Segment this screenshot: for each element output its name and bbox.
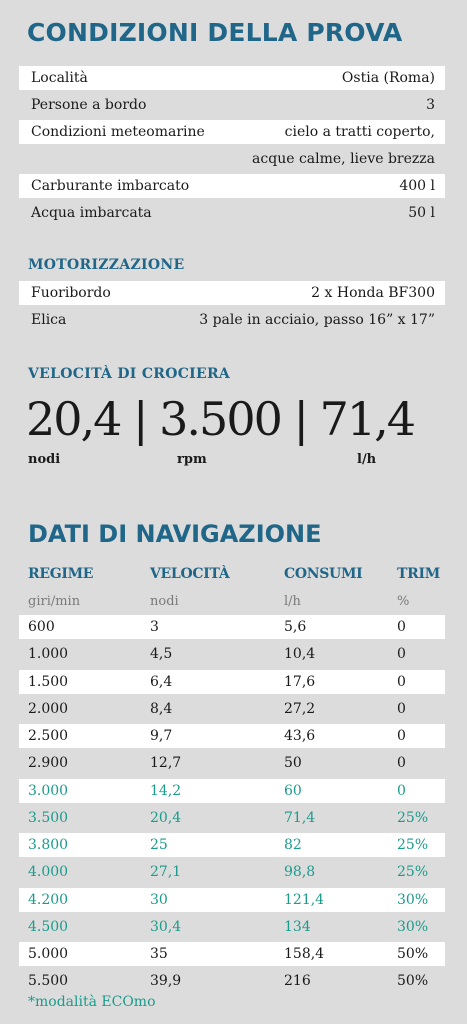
condition-label: Carburante imbarcato <box>31 178 190 194</box>
cruise-unit-speed: nodi <box>28 452 61 467</box>
cell-consumption: 216 <box>284 973 311 989</box>
cell-trim: 0 <box>397 619 406 635</box>
cell-speed: 30 <box>150 892 168 908</box>
condition-row-location <box>19 66 445 90</box>
cell-trim: 50% <box>397 973 429 989</box>
cell-consumption: 82 <box>284 837 302 853</box>
cell-consumption: 71,4 <box>284 810 316 826</box>
condition-value: 50 l <box>408 205 435 221</box>
cell-speed: 4,5 <box>150 646 173 662</box>
cell-trim: 25% <box>397 864 429 880</box>
cell-regime: 1.000 <box>28 646 69 662</box>
nav-data-title: DATI DI NAVIGAZIONE <box>28 520 322 548</box>
condition-label: Persone a bordo <box>31 97 147 113</box>
condition-value: 3 <box>426 97 435 113</box>
column-unit-regime: giri/min <box>28 594 81 609</box>
table-row <box>19 969 445 993</box>
cell-trim: 0 <box>397 674 406 690</box>
cell-speed: 27,1 <box>150 864 182 880</box>
cell-regime: 3.800 <box>28 837 69 853</box>
table-row <box>19 615 445 639</box>
table-row <box>19 697 445 721</box>
table-row <box>19 942 445 966</box>
cell-trim: 0 <box>397 646 406 662</box>
cell-trim: 50% <box>397 946 429 962</box>
condition-row-weather-cont <box>19 147 445 171</box>
cell-regime: 5.000 <box>28 946 69 962</box>
cell-consumption: 27,2 <box>284 701 316 717</box>
cell-consumption: 17,6 <box>284 674 316 690</box>
cell-speed: 25 <box>150 837 168 853</box>
cell-regime: 5.500 <box>28 973 69 989</box>
column-unit-speed: nodi <box>150 594 179 609</box>
cell-regime: 2.900 <box>28 755 69 771</box>
cell-regime: 3.500 <box>28 810 69 826</box>
condition-label: Località <box>31 70 88 86</box>
condition-label: Acqua imbarcata <box>31 205 152 221</box>
cruise-unit-rpm: rpm <box>177 452 207 467</box>
cell-regime: 4.200 <box>28 892 69 908</box>
cell-regime: 4.500 <box>28 919 69 935</box>
motor-heading: MOTORIZZAZIONE <box>28 257 185 273</box>
cell-speed: 14,2 <box>150 783 182 799</box>
eco-mode-note: *modalità ECOmo <box>28 994 156 1010</box>
cell-speed: 20,4 <box>150 810 182 826</box>
cell-speed: 30,4 <box>150 919 182 935</box>
condition-value: Ostia (Roma) <box>341 70 435 86</box>
condition-row-persons <box>19 93 445 117</box>
table-row <box>19 670 445 694</box>
cruise-unit-consumption: l/h <box>357 452 377 467</box>
table-row <box>19 751 445 775</box>
cell-consumption: 121,4 <box>284 892 325 908</box>
table-row <box>19 833 445 857</box>
cell-regime: 3.000 <box>28 783 69 799</box>
cell-trim: 30% <box>397 892 429 908</box>
cell-regime: 4.000 <box>28 864 69 880</box>
cell-speed: 8,4 <box>150 701 173 717</box>
condition-row-weather <box>19 120 445 144</box>
column-unit-consumption: l/h <box>284 594 301 609</box>
motor-label: Fuoribordo <box>31 285 111 301</box>
column-header-speed: VELOCITÀ <box>150 566 230 582</box>
motor-row-propeller <box>19 308 445 332</box>
cell-trim: 25% <box>397 810 429 826</box>
cell-speed: 12,7 <box>150 755 182 771</box>
cell-consumption: 5,6 <box>284 619 307 635</box>
cell-regime: 2.500 <box>28 728 69 744</box>
cell-trim: 0 <box>397 728 406 744</box>
cell-speed: 9,7 <box>150 728 173 744</box>
table-row <box>19 724 445 748</box>
cell-speed: 39,9 <box>150 973 182 989</box>
cell-trim: 0 <box>397 755 406 771</box>
cell-speed: 35 <box>150 946 168 962</box>
condition-row-water <box>19 201 445 225</box>
column-header-trim: TRIM <box>397 566 440 582</box>
condition-value: 400 l <box>399 178 435 194</box>
condition-label: Condizioni meteomarine <box>31 124 205 140</box>
table-row <box>19 888 445 912</box>
condition-row-fuel <box>19 174 445 198</box>
cell-consumption: 158,4 <box>284 946 325 962</box>
cell-speed: 6,4 <box>150 674 173 690</box>
cell-trim: 0 <box>397 783 406 799</box>
table-row <box>19 860 445 884</box>
motor-value: 2 x Honda BF300 <box>311 285 435 301</box>
column-header-regime: REGIME <box>28 566 94 582</box>
table-row <box>19 642 445 666</box>
cell-trim: 30% <box>397 919 429 935</box>
cell-regime: 2.000 <box>28 701 69 717</box>
condition-value: acque calme, lieve brezza <box>252 151 435 167</box>
cell-regime: 1.500 <box>28 674 69 690</box>
motor-value: 3 pale in acciaio, passo 16” x 17” <box>199 312 435 328</box>
cell-consumption: 10,4 <box>284 646 316 662</box>
cell-consumption: 98,8 <box>284 864 316 880</box>
column-unit-trim: % <box>397 594 410 609</box>
condition-value: cielo a tratti coperto, <box>284 124 435 140</box>
page-title: CONDIZIONI DELLA PROVA <box>27 18 403 47</box>
cell-consumption: 60 <box>284 783 302 799</box>
cell-consumption: 50 <box>284 755 302 771</box>
column-header-consumption: CONSUMI <box>284 566 363 582</box>
table-row <box>19 806 445 830</box>
motor-row-outboard <box>19 281 445 305</box>
cell-trim: 25% <box>397 837 429 853</box>
cell-speed: 3 <box>150 619 159 635</box>
cruise-heading: VELOCITÀ DI CROCIERA <box>28 366 231 382</box>
cell-consumption: 43,6 <box>284 728 316 744</box>
table-row <box>19 779 445 803</box>
cell-regime: 600 <box>28 619 55 635</box>
cruise-values: 20,4 | 3.500 | 71,4 <box>26 392 415 446</box>
cell-consumption: 134 <box>284 919 311 935</box>
table-row <box>19 915 445 939</box>
cell-trim: 0 <box>397 701 406 717</box>
motor-label: Elica <box>31 312 67 328</box>
